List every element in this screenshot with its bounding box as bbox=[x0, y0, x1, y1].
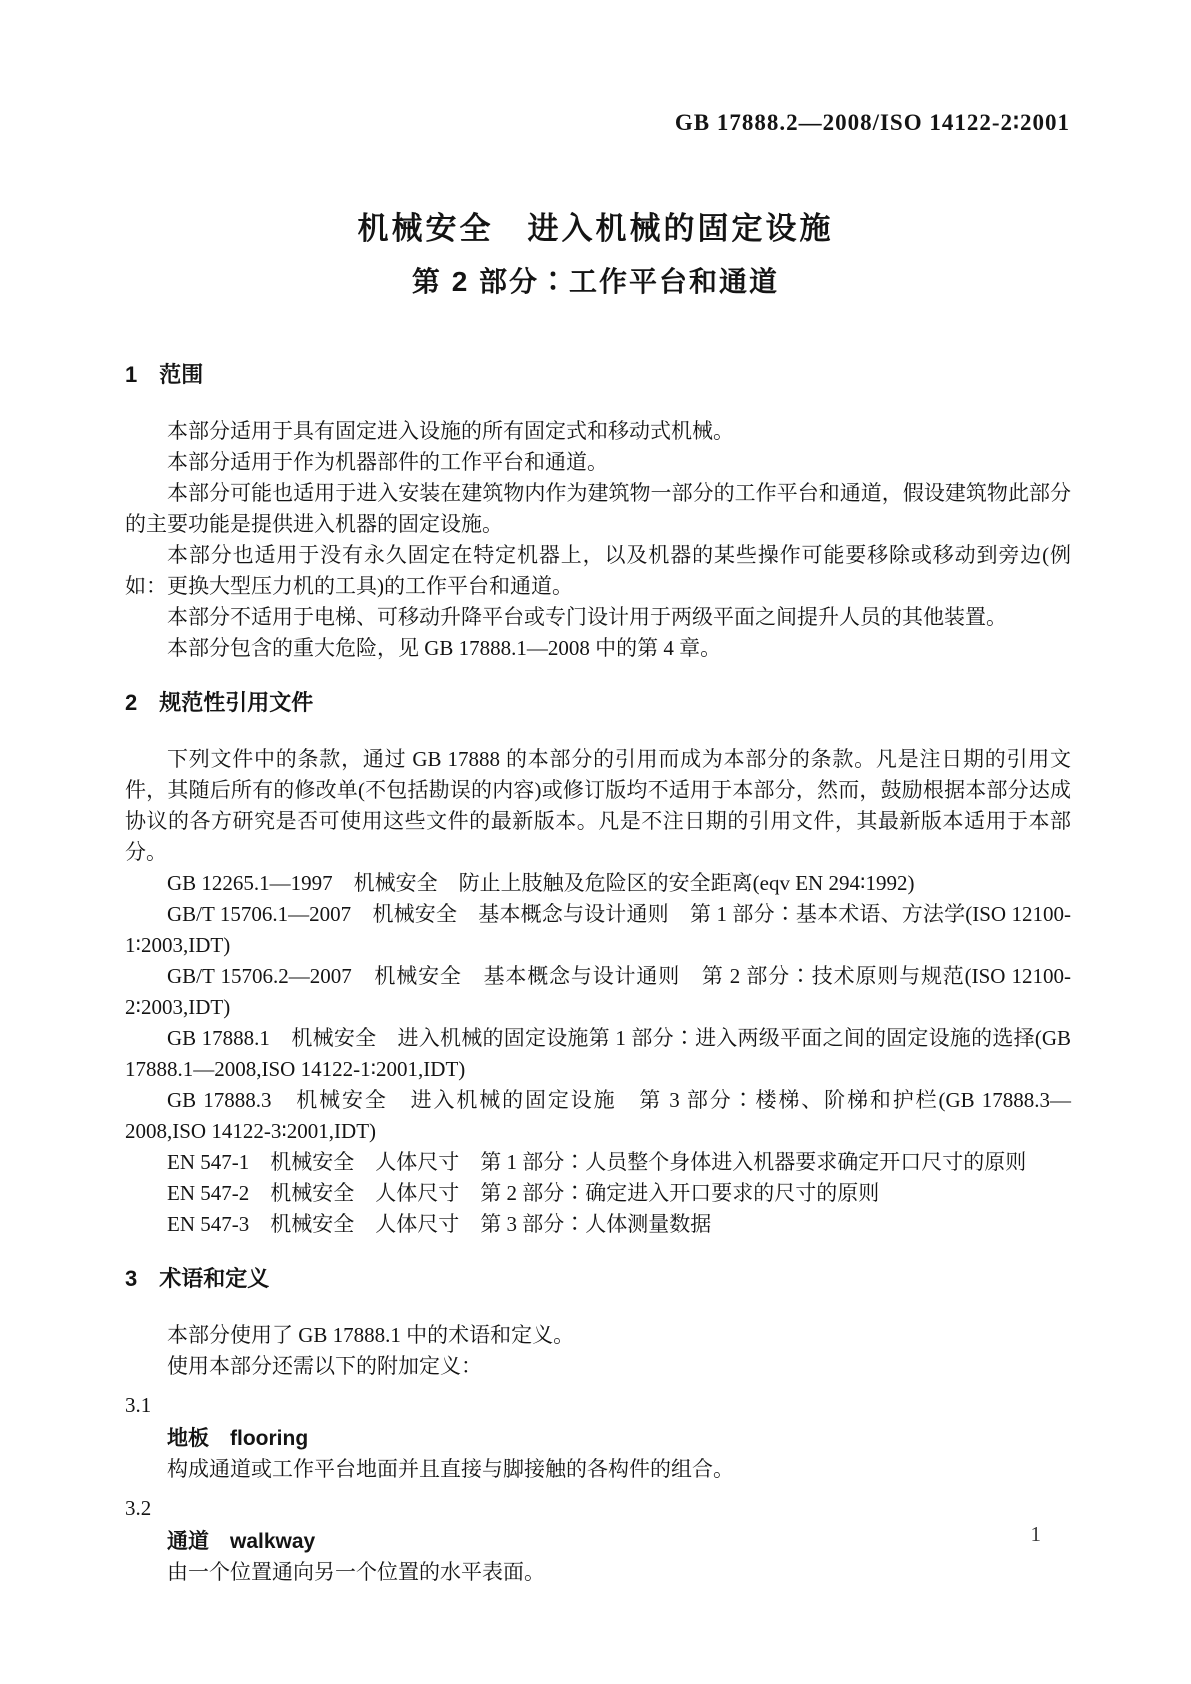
paragraph: 本部分适用于具有固定进入设施的所有固定式和移动式机械。 bbox=[167, 419, 734, 443]
reference-item: GB 12265.1—1997 机械安全 防止上肢触及危险区的安全距离(eqv EN 294∶1992) bbox=[167, 871, 915, 895]
reference-item: EN 547-1 机械安全 人体尺寸 第 1 部分∶人员整个身体进入机器要求确定开口尺寸的原则 bbox=[167, 1150, 1027, 1174]
reference-item: EN 547-2 机械安全 人体尺寸 第 2 部分∶确定进入开口要求的尺寸的原则 bbox=[167, 1181, 880, 1205]
section-heading: 3 术语和定义 bbox=[125, 1266, 270, 1291]
content bbox=[125, 360, 1071, 1588]
reference-item: EN 547-3 机械安全 人体尺寸 第 3 部分∶人体测量数据 bbox=[167, 1212, 712, 1236]
definition-text: 构成通道或工作平台地面并且直接与脚接触的各构件的组合。 bbox=[167, 1457, 734, 1481]
clause-number: 3.2 bbox=[125, 1496, 152, 1520]
reference-item: GB/T 15706.2—2007 机械安全 基本概念与设计通则 第 2 部分∶技术原则与规范(ISO 12100-2∶2003,IDT) bbox=[125, 964, 1071, 1019]
document-title-line1: 机械安全 进入机械的固定设施 bbox=[357, 211, 834, 246]
section-heading: 2 规范性引用文件 bbox=[125, 690, 314, 715]
paragraph: 下列文件中的条款，通过 GB 17888 的本部分的引用而成为本部分的条款。凡是注日期的引用文件，其随后所有的修改单(不包括勘误的内容)或修订版均不适用于本部分，然而，鼓励根据本部分达成协议的各方研究是否可使用这些文件的最新版本。凡是不注日期的引用文件，其最新版本适用于本部分。 bbox=[125, 747, 1071, 864]
paragraph: 本部分包含的重大危险，见 GB 17888.1—2008 中的第 4 章。 bbox=[167, 636, 722, 660]
paragraph: 本部分不适用于电梯、可移动升降平台或专门设计用于两级平面之间提升人员的其他装置。 bbox=[167, 605, 1007, 629]
paragraph: 本部分也适用于没有永久固定在特定机器上，以及机器的某些操作可能要移除或移动到旁边(例如：更换大型压力机的工具)的工作平台和通道。 bbox=[125, 543, 1071, 598]
page-number: 1 bbox=[1030, 1522, 1041, 1546]
definition-text: 由一个位置通向另一个位置的水平表面。 bbox=[167, 1560, 545, 1584]
reference-item: GB 17888.3 机械安全 进入机械的固定设施 第 3 部分∶楼梯、阶梯和护栏(GB 17888.3—2008,ISO 14122-3∶2001,IDT) bbox=[125, 1088, 1071, 1143]
term-line: 地板 flooring bbox=[167, 1427, 309, 1450]
standard-code-header: GB 17888.2—2008/ISO 14122-2∶2001 bbox=[674, 110, 1070, 135]
paragraph: 使用本部分还需以下的附加定义： bbox=[167, 1354, 482, 1378]
reference-item: GB/T 15706.1—2007 机械安全 基本概念与设计通则 第 1 部分∶基本术语、方法学(ISO 12100-1∶2003,IDT) bbox=[125, 902, 1071, 957]
section-heading: 1 范围 bbox=[125, 362, 204, 387]
reference-item: GB 17888.1 机械安全 进入机械的固定设施第 1 部分∶进入两级平面之间的固定设施的选择(GB 17888.1—2008,ISO 14122-1∶2001,IDT) bbox=[125, 1026, 1071, 1081]
document-title-line2: 第 2 部分∶工作平台和通道 bbox=[411, 266, 780, 297]
paragraph: 本部分使用了 GB 17888.1 中的术语和定义。 bbox=[167, 1323, 575, 1347]
paragraph: 本部分可能也适用于进入安装在建筑物内作为建筑物一部分的工作平台和通道，假设建筑物此部分的主要功能是提供进入机器的固定设施。 bbox=[125, 481, 1071, 536]
title-block bbox=[0, 203, 1191, 300]
term-line: 通道 walkway bbox=[167, 1530, 316, 1553]
clause-number: 3.1 bbox=[125, 1393, 152, 1417]
paragraph: 本部分适用于作为机器部件的工作平台和通道。 bbox=[167, 450, 608, 474]
